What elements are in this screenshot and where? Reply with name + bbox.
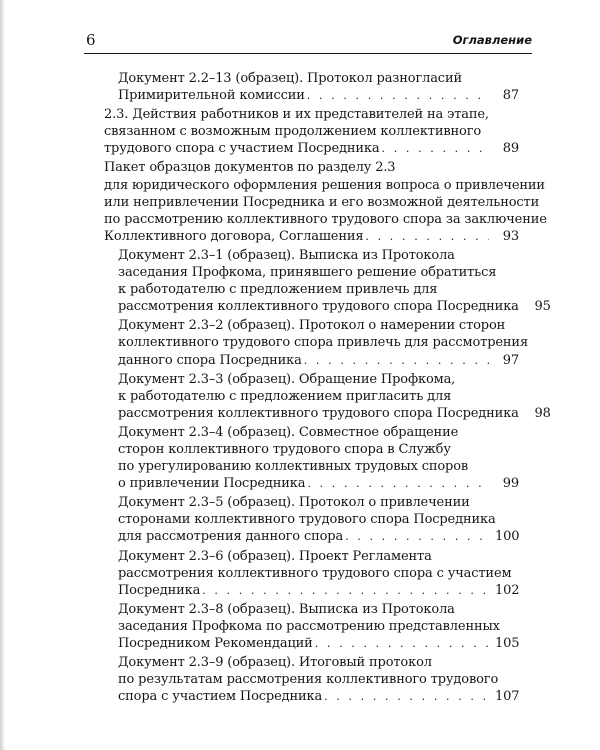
dot-leader [307,475,489,492]
dot-leader [202,582,489,599]
toc-entry-line [118,70,519,87]
toc-entry-line [118,511,519,528]
toc-page-number: 95 [534,299,551,315]
toc-entry-line [118,317,519,334]
toc-entry-text: Документ 2.3–1 (образец). Выписка из Протокола [118,247,455,263]
table-of-contents [104,70,551,707]
toc-page-number: 105 [495,636,520,651]
toc-entry-line [118,688,519,705]
toc-page-number: 87 [502,88,519,104]
toc-entry-line [118,298,551,315]
toc-entry-text: по урегулированию коллективных трудовых споров [118,459,469,475]
toc-page-number: 89 [502,141,519,157]
toc-entry-text: Пакет образцов документов по разделу 2.3 [104,160,396,176]
toc-entry-text: по результатам рассмотрения коллективного трудового [118,672,499,688]
toc-entry-line [104,159,519,176]
dot-leader [315,635,489,652]
toc-entry-text: Посредником Рекомендаций [118,636,313,651]
toc-entry-text: о привлечении Посредника [118,476,306,492]
toc-entry-text: или непривлечении Посредника и его возможной деятельности [104,194,540,210]
toc-entry-line [118,405,551,422]
toc-entry-line [118,388,519,405]
running-title: Оглавление [452,33,532,47]
toc-entry-text: Примирительной комиссии [118,88,305,104]
toc-page-number: 102 [495,582,520,598]
toc-entry-text: Документ 2.3–8 (образец). Выписка из Протокола [118,601,455,617]
toc-entry-line [118,582,519,599]
toc-entry-line [104,228,519,245]
toc-entry [104,548,519,599]
toc-entry-text: для юридического оформления решения вопроса о привлечении [104,177,545,193]
toc-entry-text: данного спора Посредника [118,352,302,368]
toc-entry-text: для рассмотрения данного спора [118,529,344,545]
toc-entry [104,247,551,315]
toc-entry-text: Документ 2.3–5 (образец). Протокол о привлечении [118,495,470,511]
toc-entry-text: спора с участием Посредника [118,689,323,705]
toc-entry-line [104,140,519,157]
toc-entry-line [118,87,519,104]
toc-entry-text: Документ 2.3–4 (образец). Совместное обращение [118,424,459,440]
toc-entry-text: по рассмотрению коллективного трудового спора за заключение [104,211,547,227]
header-rule [84,53,532,54]
toc-entry-text: рассмотрения коллективного трудового спора Посредника [118,405,519,421]
toc-entry-line [118,671,519,688]
toc-entry-line [118,601,519,618]
toc-entry-line [118,528,519,545]
toc-entry-text: Посредника [118,582,201,598]
toc-entry-line [118,458,519,475]
toc-entry-line [118,494,519,511]
toc-entry-line [118,654,519,671]
toc-entry-line [104,177,545,194]
toc-entry [104,106,519,157]
toc-entry-line [118,635,519,652]
toc-entry-line [104,211,547,228]
dot-leader [365,228,489,245]
toc-entry-line [118,281,519,298]
toc-entry-line [104,194,540,211]
toc-page-number: 99 [502,476,519,492]
toc-entry-text: заседания Профкома по рассмотрению представленных [118,618,500,634]
toc-entry-text: Документ 2.2–13 (образец). Протокол разногласий [118,71,462,86]
toc-entry-text: рассмотрения коллективного трудового спора Посредника [118,299,519,315]
toc-entry-text: Документ 2.3–6 (образец). Проект Регламента [118,548,432,564]
toc-entry-text: связанном с возможным продолжением коллективного [104,124,482,140]
toc-entry-text: 2.3. Действия работников и их представителей на этапе, [104,107,489,123]
page-number: 6 [86,31,96,49]
toc-entry-text: к работодателю с предложением привлечь для [118,282,438,298]
toc-entry-line [118,618,519,635]
toc-entry-text: заседания Профкома, принявшего решение обратиться [118,265,497,281]
toc-entry [104,654,519,705]
toc-entry-line [118,371,519,388]
toc-entry-line [118,424,519,441]
toc-entry-line [118,352,519,369]
page-header [86,30,532,52]
dot-leader [382,140,490,157]
toc-entry [104,70,519,104]
toc-entry-line [118,334,528,351]
toc-entry-text: рассмотрения коллективного трудового спора с участием [118,565,512,581]
toc-entry-line [118,548,519,565]
toc-entry-text: Документ 2.3–3 (образец). Обращение Профкома, [118,371,456,387]
toc-entry-text: сторон коллективного трудового спора в Службу [118,441,451,457]
toc-entry-line [104,123,519,140]
dot-leader [324,688,489,705]
toc-entry-text: трудового спора с участием Посредника [104,141,380,157]
toc-entry [104,494,519,545]
toc-entry-line [118,264,519,281]
toc-entry [104,424,519,492]
toc-entry-line [118,475,519,492]
toc-page-number: 97 [502,352,519,368]
dot-leader [304,352,489,369]
dot-leader [307,87,489,104]
toc-entry-text: Документ 2.3–9 (образец). Итоговый протокол [118,655,432,671]
toc-entry-line [104,106,519,123]
toc-page-number: 93 [502,228,519,244]
toc-entry [104,159,547,244]
dot-leader [345,528,489,545]
toc-entry [104,371,551,422]
toc-entry-line [118,565,519,582]
page-edge-shadow [0,0,5,750]
toc-entry-line [118,247,519,264]
toc-entry-line [118,441,519,458]
toc-page-number: 107 [495,689,520,705]
toc-entry [104,317,528,368]
toc-entry-text: Документ 2.3–2 (образец). Протокол о намерении сторон [118,318,506,334]
toc-entry-text: коллективного трудового спора привлечь для рассмотрения [118,335,528,351]
toc-page-number: 100 [495,529,520,545]
toc-entry-text: к работодателю с предложением пригласить для [118,388,452,404]
toc-entry-text: Коллективного договора, Соглашения [104,228,364,244]
toc-entry [104,601,519,652]
toc-page-number: 98 [534,405,551,421]
toc-entry-text: сторонами коллективного трудового спора Посредника [118,512,496,528]
